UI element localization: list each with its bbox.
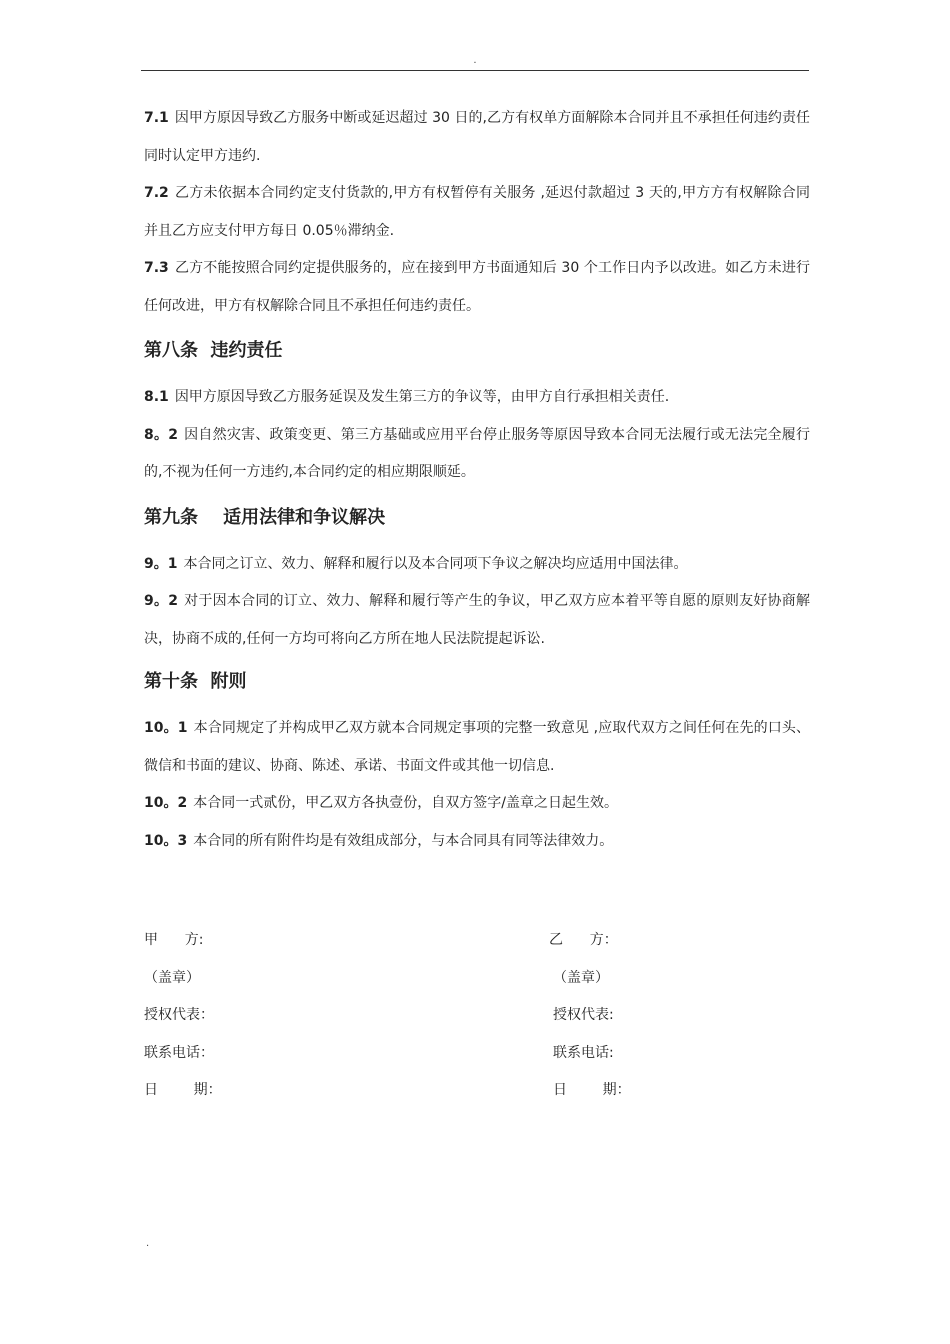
section-heading-9: 第九条 适用法律和争议解决 bbox=[144, 506, 386, 528]
section-heading-10: 第十条 附则 bbox=[144, 671, 247, 692]
party-b-seal: （盖章） bbox=[553, 969, 609, 986]
clause-text: 因甲方原因导致乙方服务中断或延迟超过 30 日的,乙方有权单方面解除本合同并且不承担任何违约责任同时认定甲方违约. bbox=[144, 110, 810, 164]
clause-text: 本合同的所有附件均是有效组成部分，与本合同具有同等法律效力。 bbox=[193, 832, 614, 849]
party-a-phone: 联系电话： bbox=[144, 1044, 214, 1061]
party-a-seal: （盖章） bbox=[144, 969, 200, 986]
clause-number: 7.3 bbox=[144, 260, 169, 276]
clause-text: 因甲方原因导致乙方服务延误及发生第三方的争议等，由甲方自行承担相关责任. bbox=[174, 389, 670, 405]
clause-10-3 bbox=[144, 823, 810, 861]
clause-number: 8。2 bbox=[144, 426, 178, 443]
clause-number: 7.2 bbox=[144, 185, 169, 201]
party-b-rep: 授权代表: bbox=[553, 1007, 614, 1023]
clause-10-1 bbox=[144, 710, 810, 785]
clause-number: 7.1 bbox=[144, 110, 169, 126]
contract-body bbox=[144, 100, 810, 860]
clause-number: 10。1 bbox=[144, 720, 188, 736]
clause-text: 乙方不能按照合同约定提供服务的，应在接到甲方书面通知后 30 个工作日内予以改进。如乙方未进行任何改进，甲方有权解除合同且不承担任何违约责任。 bbox=[144, 260, 810, 314]
section-heading-8: 第八条 违约责任 bbox=[144, 340, 283, 361]
clause-text: 本合同规定了并构成甲乙双方就本合同规定事项的完整一致意见 ,应取代双方之间任何在先的口头、微信和书面的建议、协商、陈述、承诺、书面文件或其他一切信息. bbox=[144, 720, 810, 774]
party-b-phone: 联系电话: bbox=[553, 1044, 614, 1061]
clause-10-2 bbox=[144, 785, 810, 823]
clause-9-1 bbox=[144, 546, 810, 584]
clause-text: 因自然灾害、政策变更、第三方基础或应用平台停止服务等原因导致本合同无法履行或无法完全履行的,不视为任何一方违约,本合同约定的相应期限顺延。 bbox=[144, 426, 811, 480]
header-mark: . bbox=[473, 55, 477, 66]
clause-text: 本合同之订立、效力、解释和履行以及本合同项下争议之解决均应适用中国法律。 bbox=[183, 555, 688, 572]
clause-7-3 bbox=[144, 250, 810, 325]
party-a-date: 日 期： bbox=[144, 1082, 222, 1098]
clause-8-1 bbox=[144, 379, 810, 417]
clause-text: 乙方未依据本合同约定支付货款的,甲方有权暂停有关服务 ,延迟付款超过 3 天的,甲方方有权解除合同并且乙方应支付甲方每日 0.05％滞纳金. bbox=[144, 185, 810, 239]
clause-text: 本合同一式贰份，甲乙双方各执壹份，自双方签字/盖章之日起生效。 bbox=[193, 795, 618, 811]
clause-number: 10。3 bbox=[144, 832, 188, 849]
signature-block-party-b bbox=[549, 922, 631, 1110]
clause-number: 10。2 bbox=[144, 795, 188, 811]
party-a-label: 甲 方: bbox=[144, 932, 204, 948]
header-rule bbox=[141, 70, 809, 71]
party-a-rep: 授权代表： bbox=[144, 1007, 214, 1023]
clause-8-2 bbox=[144, 417, 810, 492]
party-b-label: 乙 方： bbox=[549, 932, 618, 948]
clause-9-2 bbox=[144, 583, 810, 658]
party-b-date: 日 期： bbox=[553, 1082, 631, 1098]
clause-number: 9。1 bbox=[144, 555, 178, 572]
clause-text: 对于因本合同的订立、效力、解释和履行等产生的争议，甲乙双方应本着平等自愿的原则友好协商解决，协商不成的,任何一方均可将向乙方所在地人民法院提起诉讼. bbox=[144, 593, 811, 647]
clause-number: 8.1 bbox=[144, 389, 169, 405]
signature-block-party-a bbox=[144, 922, 222, 1110]
clause-7-2 bbox=[144, 175, 810, 250]
footer-mark: . bbox=[146, 1238, 150, 1249]
clause-7-1 bbox=[144, 100, 810, 175]
clause-number: 9。2 bbox=[144, 593, 178, 609]
